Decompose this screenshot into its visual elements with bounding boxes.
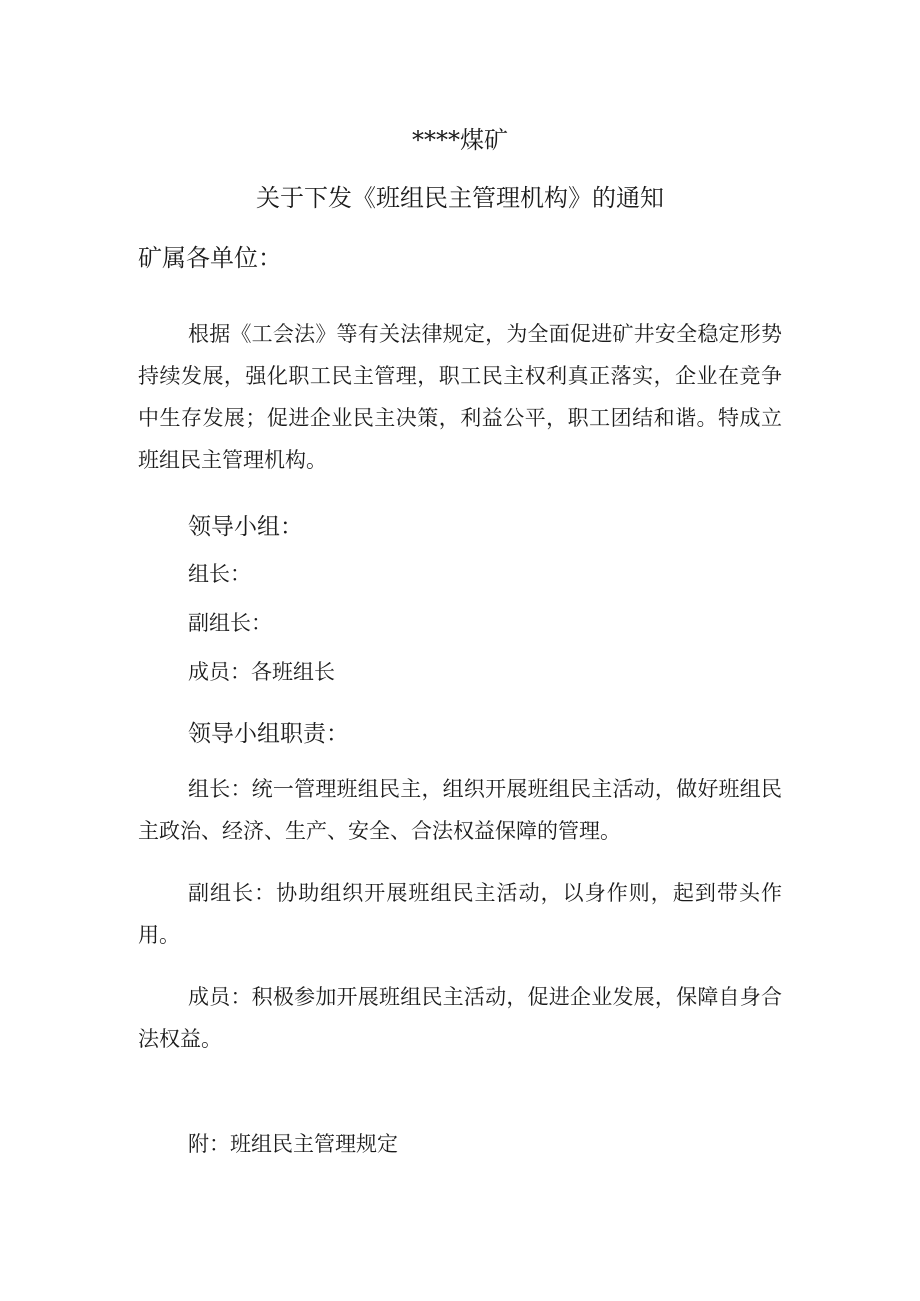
- salutation: 矿属各单位：: [138, 244, 282, 272]
- leadership-heading: 领导小组：: [188, 514, 303, 540]
- org-name: ****煤矿: [412, 126, 508, 154]
- deputy-duty-paragraph: 副组长：协助组织开展班组民主活动，以身作则，起到带头作用。: [138, 881, 782, 947]
- deputy-leader-line: 副组长：: [188, 611, 272, 635]
- leader-duty-paragraph: 组长：统一管理班组民主，组织开展班组民主活动，做好班组民主政治、经济、生产、安全、合法权益保障的管理。: [138, 777, 782, 843]
- leader-line: 组长：: [188, 562, 251, 586]
- members-duty-paragraph: 成员：积极参加开展班组民主活动，促进企业发展，保障自身合法权益。: [138, 985, 782, 1051]
- document-title: 关于下发《班组民主管理机构》的通知: [256, 184, 664, 212]
- members-line: 成员：各班组长: [188, 660, 335, 684]
- attachment-note: 附：班组民主管理规定: [188, 1132, 398, 1156]
- intro-paragraph: 根据《工会法》等有关法律规定，为全面促进矿井安全稳定形势持续发展，强化职工民主管理，职工民主权利真正落实，企业在竞争中生存发展；促进企业民主决策，利益公平，职工团结和谐。特成立班组民主管理机构。: [138, 322, 782, 472]
- duties-heading: 领导小组职责：: [188, 721, 349, 747]
